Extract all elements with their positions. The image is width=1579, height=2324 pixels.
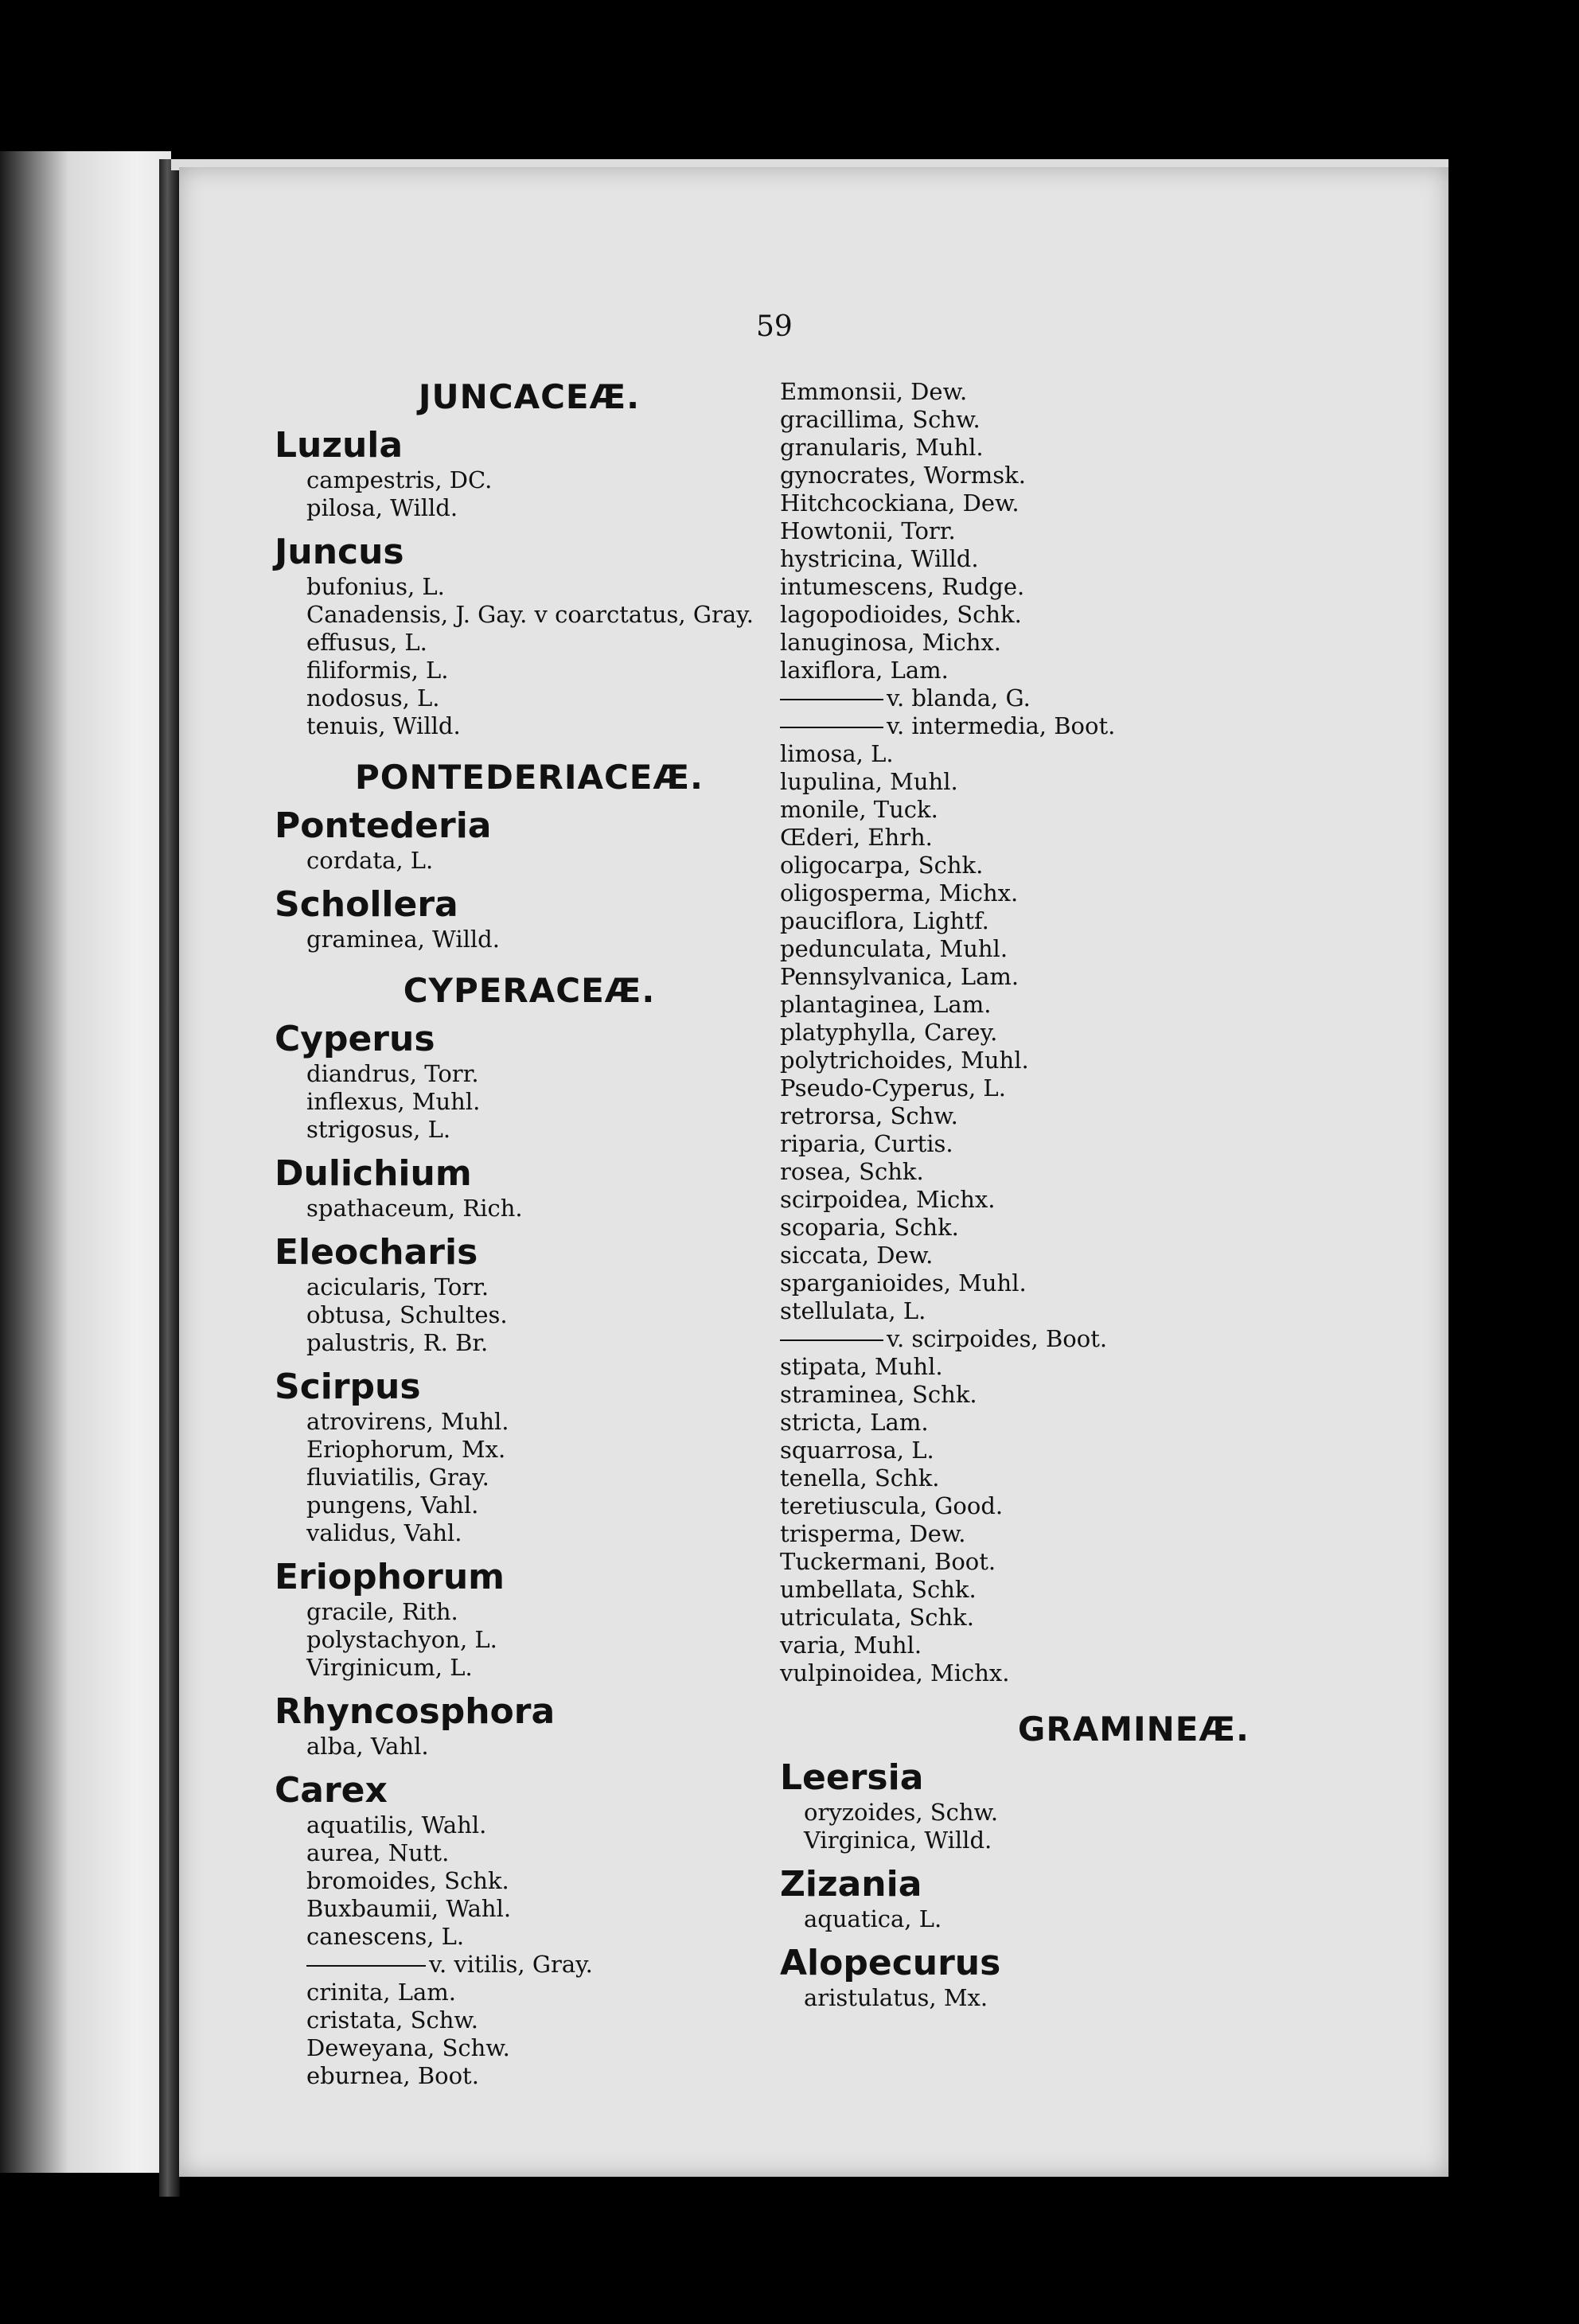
species-entry: siccata, Dew. bbox=[780, 1242, 934, 1269]
species-entry: scirpoidea, Michx. bbox=[780, 1186, 996, 1213]
genus-name: Zizania bbox=[780, 1864, 922, 1905]
species-entry: Virginicum, L. bbox=[306, 1654, 473, 1681]
species-entry: tenella, Schk. bbox=[780, 1464, 940, 1491]
species-entry: atrovirens, Muhl. bbox=[306, 1408, 509, 1435]
species-entry: stipata, Muhl. bbox=[780, 1353, 943, 1380]
family-heading: JUNCACEÆ. bbox=[418, 377, 641, 416]
species-entry: Canadensis, J. Gay. v coarctatus, Gray. bbox=[306, 601, 754, 628]
species-entry: Buxbaumii, Wahl. bbox=[306, 1895, 512, 1922]
right-column bbox=[780, 378, 1337, 2012]
species-entry: vulpinoidea, Michx. bbox=[780, 1659, 1010, 1686]
genus-name: Luzula bbox=[275, 425, 404, 466]
species-entry: lupulina, Muhl. bbox=[780, 768, 958, 795]
species-entry: oligocarpa, Schk. bbox=[780, 852, 984, 879]
species-entry: obtusa, Schultes. bbox=[306, 1301, 508, 1328]
species-entry: spathaceum, Rich. bbox=[306, 1195, 523, 1222]
species-entry: Emmonsii, Dew. bbox=[780, 378, 968, 405]
species-entry: cristata, Schw. bbox=[306, 2006, 478, 2034]
species-entry: canescens, L. bbox=[306, 1923, 465, 1950]
variety-entry bbox=[275, 1951, 784, 1979]
species-entry: bromoides, Schk. bbox=[306, 1867, 509, 1894]
species-entry: intumescens, Rudge. bbox=[780, 573, 1025, 600]
species-entry: inflexus, Muhl. bbox=[306, 1088, 481, 1115]
family-heading: GRAMINEÆ. bbox=[1017, 1710, 1250, 1749]
family-heading: CYPERACEÆ. bbox=[403, 971, 656, 1010]
species-entry: nodosus, L. bbox=[306, 684, 440, 712]
scan-background bbox=[1448, 0, 1579, 2324]
species-entry: riparia, Curtis. bbox=[780, 1130, 953, 1157]
left-column bbox=[275, 374, 784, 2090]
species-entry: hystricina, Willd. bbox=[780, 545, 979, 572]
species-entry: Tuckermani, Boot. bbox=[780, 1548, 996, 1575]
species-entry: Howtonii, Torr. bbox=[780, 517, 956, 544]
species-entry: pungens, Vahl. bbox=[306, 1491, 479, 1519]
species-entry: strigosus, L. bbox=[306, 1116, 451, 1143]
species-entry: palustris, R. Br. bbox=[306, 1329, 489, 1356]
species-entry: Œderi, Ehrh. bbox=[780, 824, 933, 851]
species-entry: tenuis, Willd. bbox=[306, 712, 461, 739]
species-entry: oryzoides, Schw. bbox=[804, 1799, 999, 1826]
variety-label: v. blanda, G. bbox=[887, 684, 1031, 712]
species-entry: utriculata, Schk. bbox=[780, 1604, 974, 1631]
species-entry: retrorsa, Schw. bbox=[780, 1102, 958, 1129]
genus-name: Alopecurus bbox=[780, 1943, 1001, 1983]
genus-name: Carex bbox=[275, 1770, 388, 1811]
ditto-dash bbox=[306, 1965, 426, 1967]
variety-entry bbox=[780, 712, 1337, 740]
species-entry: validus, Vahl. bbox=[306, 1519, 462, 1546]
species-entry: sparganioides, Muhl. bbox=[780, 1269, 1027, 1297]
species-entry: straminea, Schk. bbox=[780, 1381, 977, 1408]
species-entry: aurea, Nutt. bbox=[306, 1839, 450, 1866]
genus-name: Eriophorum bbox=[275, 1557, 505, 1597]
species-entry: cordata, L. bbox=[306, 847, 434, 874]
variety-entry bbox=[780, 1325, 1337, 1353]
genus-name: Cyperus bbox=[275, 1019, 435, 1059]
species-entry: varia, Muhl. bbox=[780, 1632, 922, 1659]
species-entry: pauciflora, Lightf. bbox=[780, 907, 989, 934]
species-entry: bufonius, L. bbox=[306, 573, 445, 600]
book-spine bbox=[159, 159, 180, 2197]
species-entry: plantaginea, Lam. bbox=[780, 991, 992, 1018]
species-entry: campestris, DC. bbox=[306, 466, 493, 493]
species-entry: lanuginosa, Michx. bbox=[780, 629, 1001, 656]
species-entry: polystachyon, L. bbox=[306, 1626, 497, 1653]
species-entry: Pennsylvanica, Lam. bbox=[780, 963, 1020, 990]
species-entry: stricta, Lam. bbox=[780, 1409, 929, 1436]
species-entry: laxiflora, Lam. bbox=[780, 657, 949, 684]
variety-label: v. intermedia, Boot. bbox=[887, 712, 1116, 739]
variety-label: v. vitilis, Gray. bbox=[429, 1951, 593, 1978]
genus-name: Juncus bbox=[275, 532, 404, 572]
species-entry: aquatilis, Wahl. bbox=[306, 1811, 487, 1839]
variety-label: v. scirpoides, Boot. bbox=[887, 1325, 1108, 1352]
ditto-dash bbox=[780, 727, 883, 728]
species-entry: aristulatus, Mx. bbox=[804, 1984, 988, 2011]
genus-name: Pontederia bbox=[275, 805, 492, 846]
species-entry: pedunculata, Muhl. bbox=[780, 935, 1008, 962]
species-entry: Virginica, Willd. bbox=[804, 1827, 992, 1854]
species-entry: granularis, Muhl. bbox=[780, 434, 984, 461]
species-entry: stellulata, L. bbox=[780, 1297, 926, 1324]
genus-name: Schollera bbox=[275, 884, 458, 925]
species-entry: limosa, L. bbox=[780, 740, 894, 767]
species-entry: gracile, Rith. bbox=[306, 1598, 458, 1625]
species-entry: Deweyana, Schw. bbox=[306, 2034, 510, 2061]
species-entry: Pseudo-Cyperus, L. bbox=[780, 1074, 1006, 1102]
species-entry: diandrus, Torr. bbox=[306, 1060, 479, 1087]
genus-name: Scirpus bbox=[275, 1367, 421, 1407]
species-entry: oligosperma, Michx. bbox=[780, 879, 1019, 907]
species-entry: graminea, Willd. bbox=[306, 926, 500, 953]
left-page-edge bbox=[0, 151, 171, 2173]
genus-name: Leersia bbox=[780, 1757, 924, 1798]
species-entry: Eriophorum, Mx. bbox=[306, 1436, 506, 1463]
species-entry: squarrosa, L. bbox=[780, 1437, 934, 1464]
species-entry: effusus, L. bbox=[306, 629, 427, 656]
species-entry: rosea, Schk. bbox=[780, 1158, 924, 1185]
variety-entry bbox=[780, 684, 1337, 712]
species-entry: teretiuscula, Good. bbox=[780, 1492, 1004, 1519]
species-entry: scoparia, Schk. bbox=[780, 1214, 959, 1241]
species-entry: platyphylla, Carey. bbox=[780, 1019, 998, 1046]
species-entry: alba, Vahl. bbox=[306, 1733, 429, 1760]
species-entry: lagopodioides, Schk. bbox=[780, 601, 1022, 628]
species-entry: aquatica, L. bbox=[804, 1905, 942, 1932]
species-entry: eburnea, Boot. bbox=[306, 2062, 479, 2089]
species-entry: crinita, Lam. bbox=[306, 1979, 456, 2006]
species-entry: filiformis, L. bbox=[306, 657, 449, 684]
page-number: 59 bbox=[756, 310, 793, 343]
species-entry: acicularis, Torr. bbox=[306, 1273, 489, 1300]
genus-name: Dulichium bbox=[275, 1153, 472, 1194]
species-entry: fluviatilis, Gray. bbox=[306, 1464, 489, 1491]
species-entry: monile, Tuck. bbox=[780, 796, 938, 823]
family-heading: PONTEDERIACEÆ. bbox=[354, 758, 704, 797]
species-entry: gracillima, Schw. bbox=[780, 406, 981, 433]
species-entry: polytrichoides, Muhl. bbox=[780, 1047, 1029, 1074]
genus-name: Rhyncosphora bbox=[275, 1691, 556, 1732]
species-entry: gynocrates, Wormsk. bbox=[780, 462, 1026, 489]
genus-name: Eleocharis bbox=[275, 1232, 478, 1273]
species-entry: umbellata, Schk. bbox=[780, 1576, 977, 1603]
species-entry: trisperma, Dew. bbox=[780, 1520, 966, 1547]
species-entry: pilosa, Willd. bbox=[306, 494, 458, 521]
ditto-dash bbox=[780, 699, 883, 700]
species-entry: Hitchcockiana, Dew. bbox=[780, 489, 1020, 517]
ditto-dash bbox=[780, 1339, 883, 1341]
